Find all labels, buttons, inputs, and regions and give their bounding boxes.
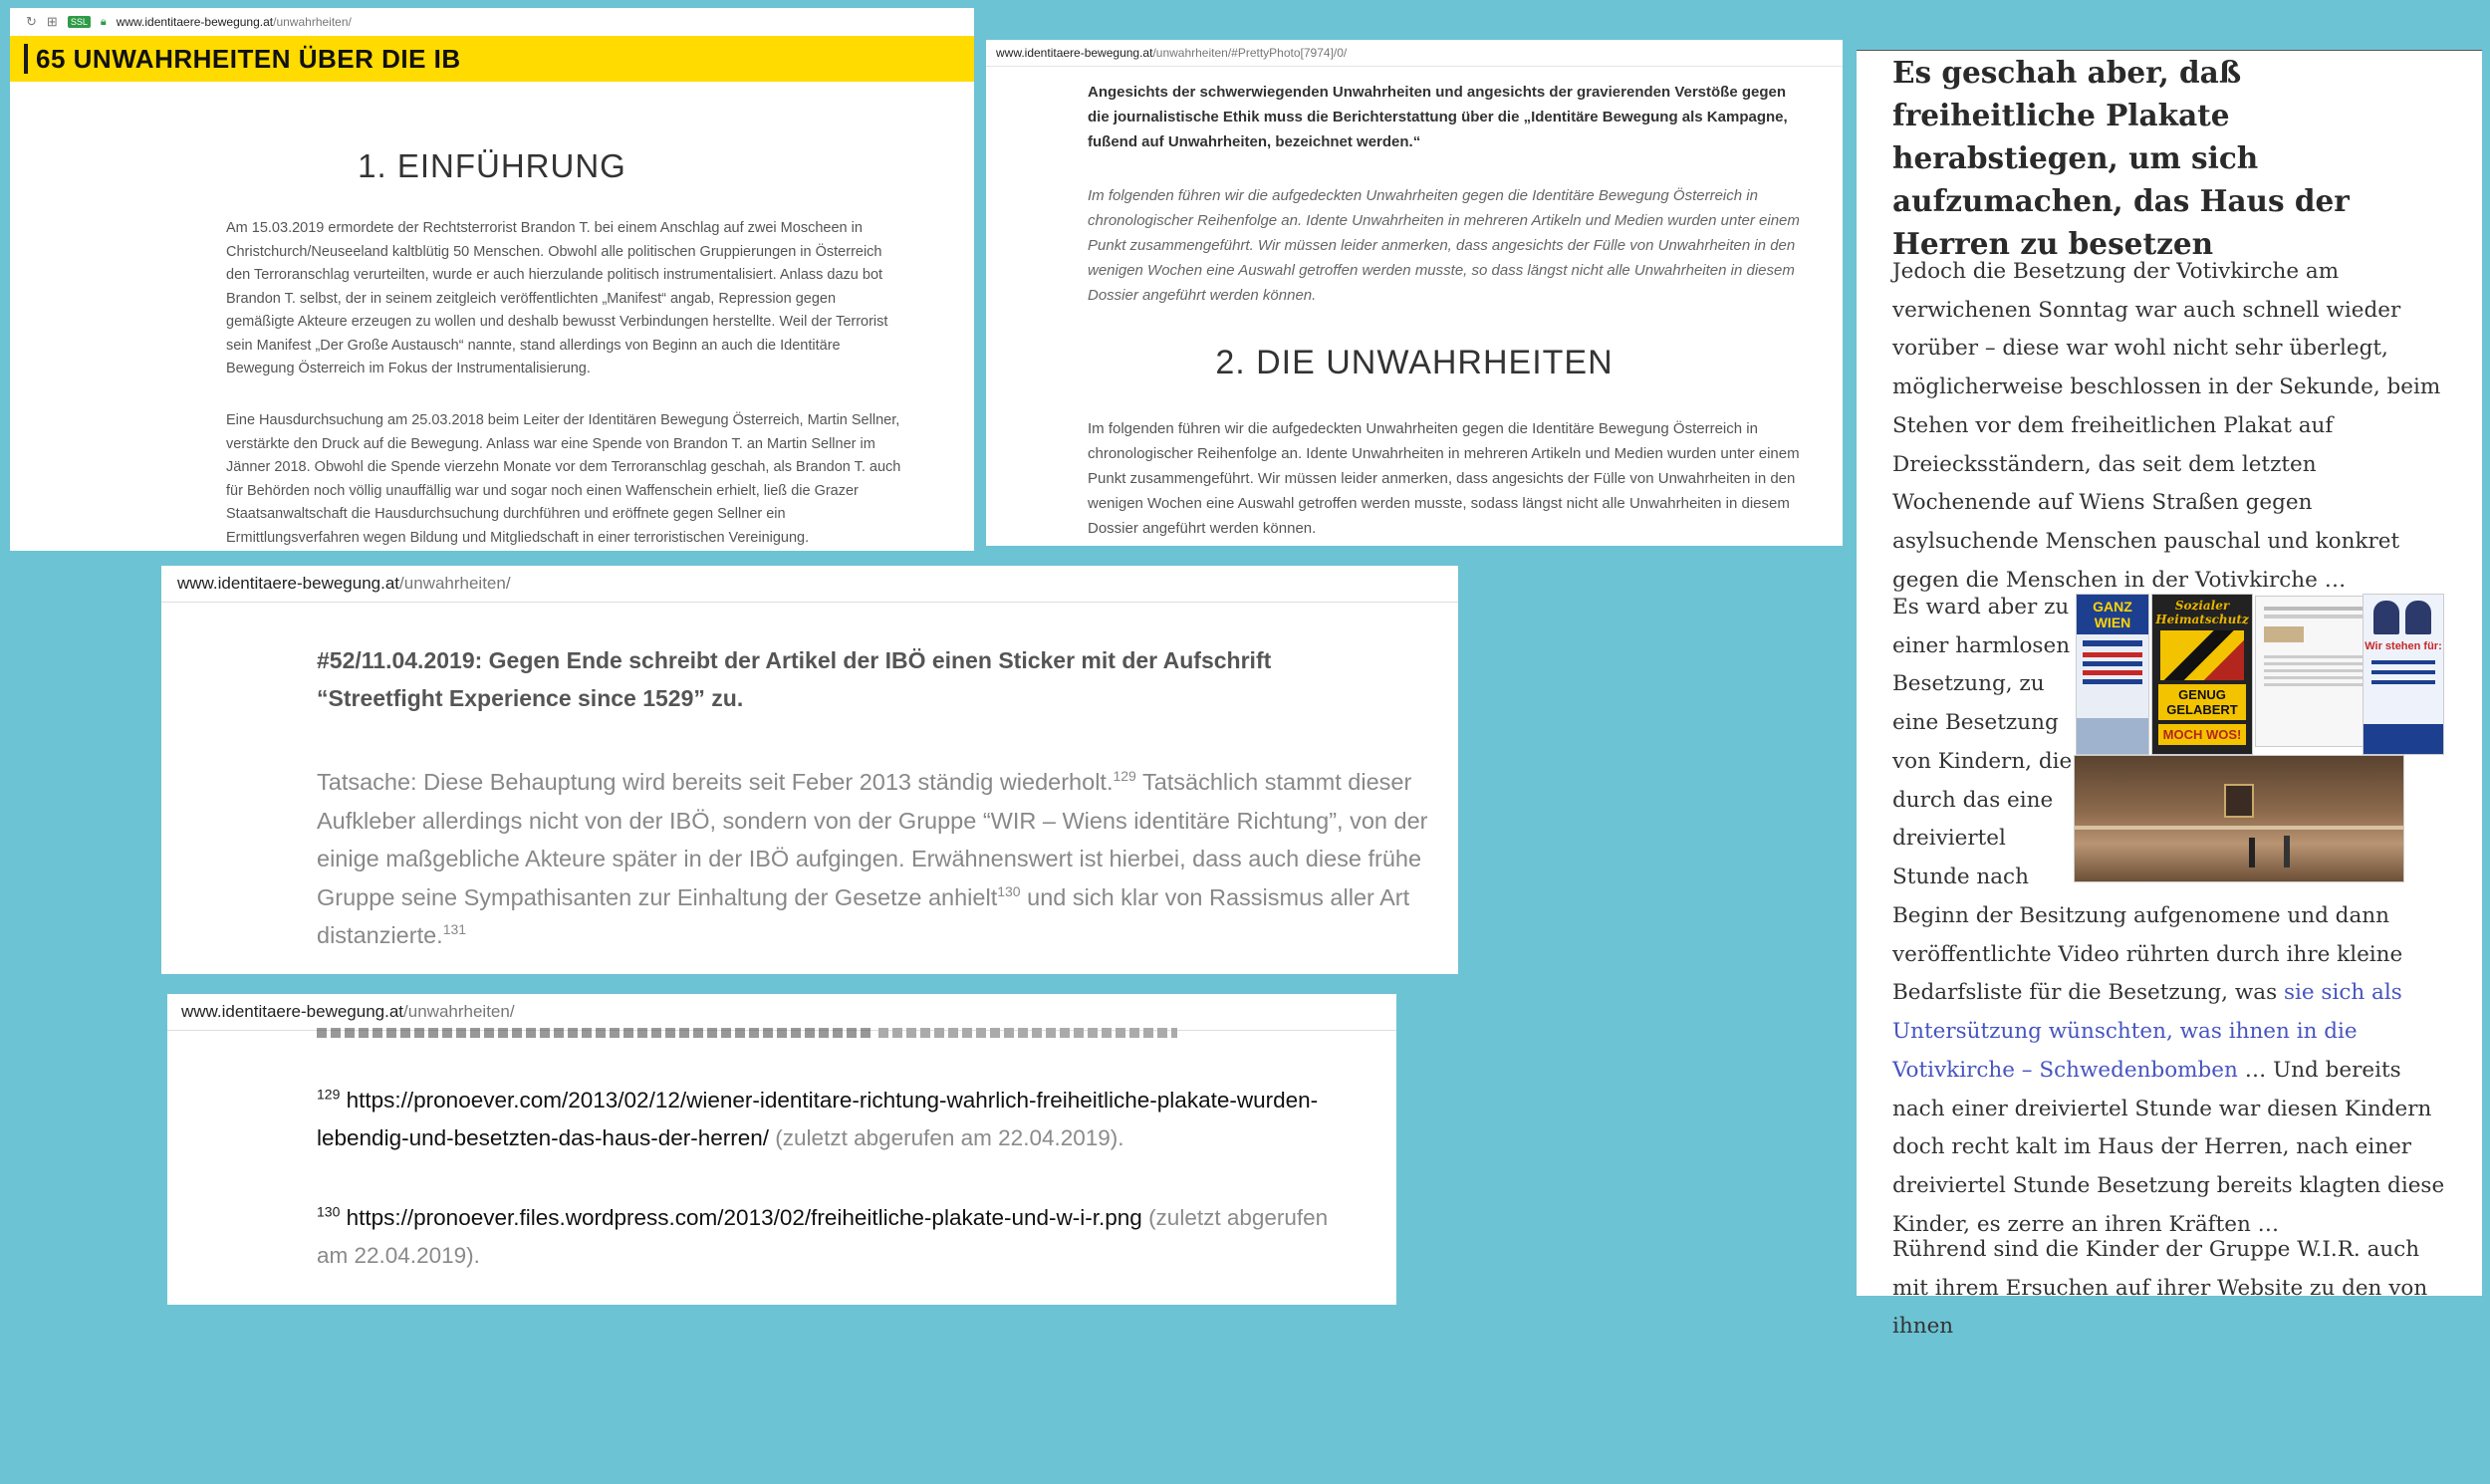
footnote-130 xyxy=(317,1199,1333,1274)
poster-bottom-text: MOCH WOS! xyxy=(2158,724,2246,745)
footnote-note: (zuletzt abgerufen am 22.04.2019). xyxy=(775,1124,1124,1150)
body-text: Tatsächlich stammt dieser Aufkleber allerdings nicht von der IBÖ, sondern von der Gruppe “WIR – Wiens identitäre Richtung”, von der einige maßgebliche Akteure später in der IBÖ aufgingen. Erwähnenswert ist hierbei, dass auch diese frühe Gruppe seine Sympathisanten zur Einhaltung der Gesetze anhielt xyxy=(317,769,1428,910)
footnote-note: (zuletzt abgerufen am 22.04.2019). xyxy=(317,1205,1329,1268)
title-banner xyxy=(10,36,974,82)
body-paragraph: Im folgenden führen wir die aufgedeckten Unwahrheiten gegen die Identitäre Bewegung Österreich in chronologischer Reihenfolge an. Idente Unwahrheiten in mehreren Artikeln und Medien wurden unter einem Punkt zusammengeführt. Wir müssen leider anmerken, dass angesichts der Fülle von Unwahrheiten in den wenigen Wochen eine Auswahl getroffen werden musste, sodass längst nicht alle Unwahrheiten in diesem Dossier angeführt werden können. xyxy=(1088,420,1800,537)
article-paragraph-1: Jedoch die Besetzung der Votivkirche am verwichenen Sonntag war auch schnell wieder vorüber – diese war wohl nicht sehr überlegt, möglicherweise beschlossen in der Sekunde, beim Stehen vor dem freiheitlichen Plakat auf Dreiecksständern, das seit dem letzten Wochenende auf Wiens Straßen gegen asylsuchende Menschen pauschal und konkret gegen die Menschen in der Votivkirche … xyxy=(1892,259,2441,593)
intro-paragraph-1: Am 15.03.2019 ermordete der Rechtsterrorist Brandon T. bei einem Anschlag auf zwei Moscheen in Christchurch/Neuseeland kaltblütig 50 Menschen. Obwohl alle politischen Gruppierungen in Österreich den Terroranschlag verurteilten, wurde er auch hierzulande politisch instrumentalisiert. Anlass dazu bot Brandon T. selbst, der in seinem zeitgleich veröffentlichten „Manifest“ angab, Repression gegen gemäßigte Akteure erzeugen zu wollen und deshalb bewusst Verbindungen herstellte. Weil der Terrorist sein Manifest „Der Große Austausch“ nannte, stand allerdings von Beginn an auch die Identitäre Bewegung Österreich im Fokus der Instrumentalisierung. xyxy=(226,220,888,376)
text-line: einer harmlosen xyxy=(1892,632,2071,658)
screenshot-intro xyxy=(10,8,974,551)
footnote-number: 129 xyxy=(317,1086,341,1103)
paragraph-text: Beginn der Besitzung aufgenomene und dann veröffentlichte Video rührten durch ihre kleine Bedarfsliste für die Besetzung, was xyxy=(1892,903,2403,1006)
section-heading: 1. EINFÜHRUNG xyxy=(358,147,626,184)
browser-toolbar xyxy=(10,8,974,36)
footnote-ref[interactable]: 129 xyxy=(1113,768,1136,785)
poster-title: GANZ WIEN xyxy=(2077,595,2148,634)
footnote-link[interactable]: https://pronoever.files.wordpress.com/2013/02/freiheitliche-plakate-und-w-i-r.png xyxy=(346,1205,1142,1230)
banner-accent xyxy=(24,44,28,74)
screenshot-footnotes xyxy=(167,994,1396,1305)
reload-icon[interactable]: ↻ xyxy=(26,14,37,29)
italic-paragraph: Im folgenden führen wir die aufgedeckten Unwahrheiten gegen die Identitäre Bewegung Österreich in chronologischer Reihenfolge an. Idente Unwahrheiten in mehreren Artikeln und Medien wurden unter einem Punkt zusammengeführt. Wir müssen leider anmerken, dass angesichts der Fülle von Unwahrheiten in den wenigen Wochen eine Auswahl getroffen werden musste, so dass längst nicht alle Unwahrheiten in diesem Dossier angeführt werden können. xyxy=(1088,187,1800,304)
footnote-ref[interactable]: 130 xyxy=(997,882,1021,899)
address-bar[interactable] xyxy=(181,1002,515,1022)
text-line: dreiviertel xyxy=(1892,826,2006,852)
url-domain: www.identitaere-bewegung.at xyxy=(177,574,400,593)
bold-paragraph: Angesichts der schwerwiegenden Unwahrheiten und angesichts der gravierenden Verstöße gegen die journalistische Ethik muss die Berichterstattung über die „Identitäre Bewegung als Kampagne, fußend auf Unwahrheiten, bezeichnet werden.“ xyxy=(1088,84,1788,150)
article-paragraph-2-continued xyxy=(1892,897,2450,1244)
text-line: durch das eine xyxy=(1892,787,2054,813)
text-line: Es ward aber zu xyxy=(1892,595,2070,619)
sticker-poster-image xyxy=(2151,594,2253,755)
screenshot-blog-article xyxy=(1857,50,2482,1340)
entry-headline: #52/11.04.2019: Gegen Ende schreibt der Artikel der IBÖ einen Sticker mit der Aufschrift “Streetfight Experience since 1529” zu. xyxy=(317,647,1272,711)
poster-title: Wir stehen für: xyxy=(2365,640,2442,652)
body-text: Tatsache: Diese Behauptung wird bereits seit Feber 2013 ständig wiederholt. xyxy=(317,769,1114,795)
banner-title: 65 UNWAHRHEITEN ÜBER DIE IB xyxy=(36,44,461,74)
address-bar[interactable] xyxy=(117,15,352,29)
browser-toolbar xyxy=(161,566,1458,603)
poster-image-collage xyxy=(2074,594,2442,932)
wishlist-link[interactable]: sie sich als Untersützung wünschten, was ihnen in die Votivkirche – Schwedenbomben xyxy=(1892,980,2402,1083)
lock-icon: 🔒︎ xyxy=(100,15,107,28)
article-headline: Es geschah aber, daß freiheitliche Plakate herabstiegen, um sich aufzumachen, das Haus der Herren zu besetzen xyxy=(1892,55,2350,261)
text-line: eine Besetzung xyxy=(1892,710,2059,736)
url-domain: www.identitaere-bewegung.at xyxy=(116,15,274,29)
cropped-previous-line xyxy=(317,1022,1213,1036)
url-path: /unwahrheiten/ xyxy=(399,574,511,593)
footnote-number: 130 xyxy=(317,1203,341,1220)
footnote-link[interactable]: https://pronoever.com/2013/02/12/wiener-identitare-richtung-wahrlich-freiheitliche-plakate-wurden-lebendig-und-besetzten-das-haus-der-herren/ xyxy=(317,1088,1319,1150)
footnote-ref[interactable]: 131 xyxy=(442,921,467,938)
poster-mid-text: GENUG GELABERT xyxy=(2158,684,2246,720)
article-paragraph-2-wrapped xyxy=(1892,589,2092,897)
text-line: Besetzung, zu xyxy=(1892,671,2045,697)
address-bar[interactable] xyxy=(177,574,511,594)
browser-toolbar xyxy=(986,40,1843,67)
body-text: und sich klar von Rassismus aller Art distanzierte. xyxy=(317,883,1410,949)
entry-body xyxy=(317,763,1442,955)
address-bar[interactable] xyxy=(996,46,1347,60)
church-occupation-photo xyxy=(2074,755,2404,882)
url-domain: www.identitaere-bewegung.at xyxy=(996,46,1153,60)
paragraph-text: … Und bereits nach einer dreiviertel Stunde war diesen Kindern doch recht kalt im Haus der Herren, nach einer dreiviertel Stunde Besetzung bereits klagten diese Kinder, es zerre an ihren Kräften … xyxy=(1892,1057,2445,1237)
footnote-129 xyxy=(317,1082,1333,1156)
tabs-icon[interactable]: ⊞ xyxy=(46,14,58,29)
screenshot-entry-52 xyxy=(161,566,1458,974)
text-line: von Kindern, die xyxy=(1892,748,2073,774)
url-path: /unwahrheiten/#PrettyPhoto[7974]/0/ xyxy=(1152,46,1348,60)
security-badge: SSL xyxy=(68,16,91,28)
campaign-poster-image xyxy=(2076,594,2149,755)
text-line: Stunde nach xyxy=(1892,864,2029,889)
article-paragraph-3: Rührend sind die Kinder der Gruppe W.I.R. auch mit ihrem Ersuchen auf ihrer Website zu den von ihnen xyxy=(1892,1237,2428,1340)
section-heading: 2. DIE UNWAHRHEITEN xyxy=(1215,344,1614,381)
url-domain: www.identitaere-bewegung.at xyxy=(181,1002,404,1021)
poster-top-text: Sozialer Heimatschutz xyxy=(2155,599,2249,626)
screenshot-unwahrheiten xyxy=(986,40,1843,546)
candidates-poster-image xyxy=(2363,594,2444,755)
newspaper-clipping-image xyxy=(2255,596,2376,747)
url-path: /unwahrheiten/ xyxy=(403,1002,515,1021)
url-path: /unwahrheiten/ xyxy=(273,15,352,29)
intro-paragraph-2: Eine Hausdurchsuchung am 25.03.2018 beim Leiter der Identitären Bewegung Österreich, Martin Sellner, verstärkte den Druck auf die Bewegung. Anlass war eine Spende von Brandon T. an Martin Sellner im Jänner 2018. Obwohl die Spende vierzehn Monate vor dem Terroranschlag geschah, als Brandon T. auch für Behörden noch völlig unauffällig war und sogar noch einen Waffenschein erhielt, ließ die Grazer Staatsanwaltschaft die Hausdurchsuchung durchführen und eröffnete gegen Sellner ein Ermittlungsverfahren wegen Bildung und Mitgliedschaft in einer terroristischen Vereinigung. xyxy=(226,412,901,546)
